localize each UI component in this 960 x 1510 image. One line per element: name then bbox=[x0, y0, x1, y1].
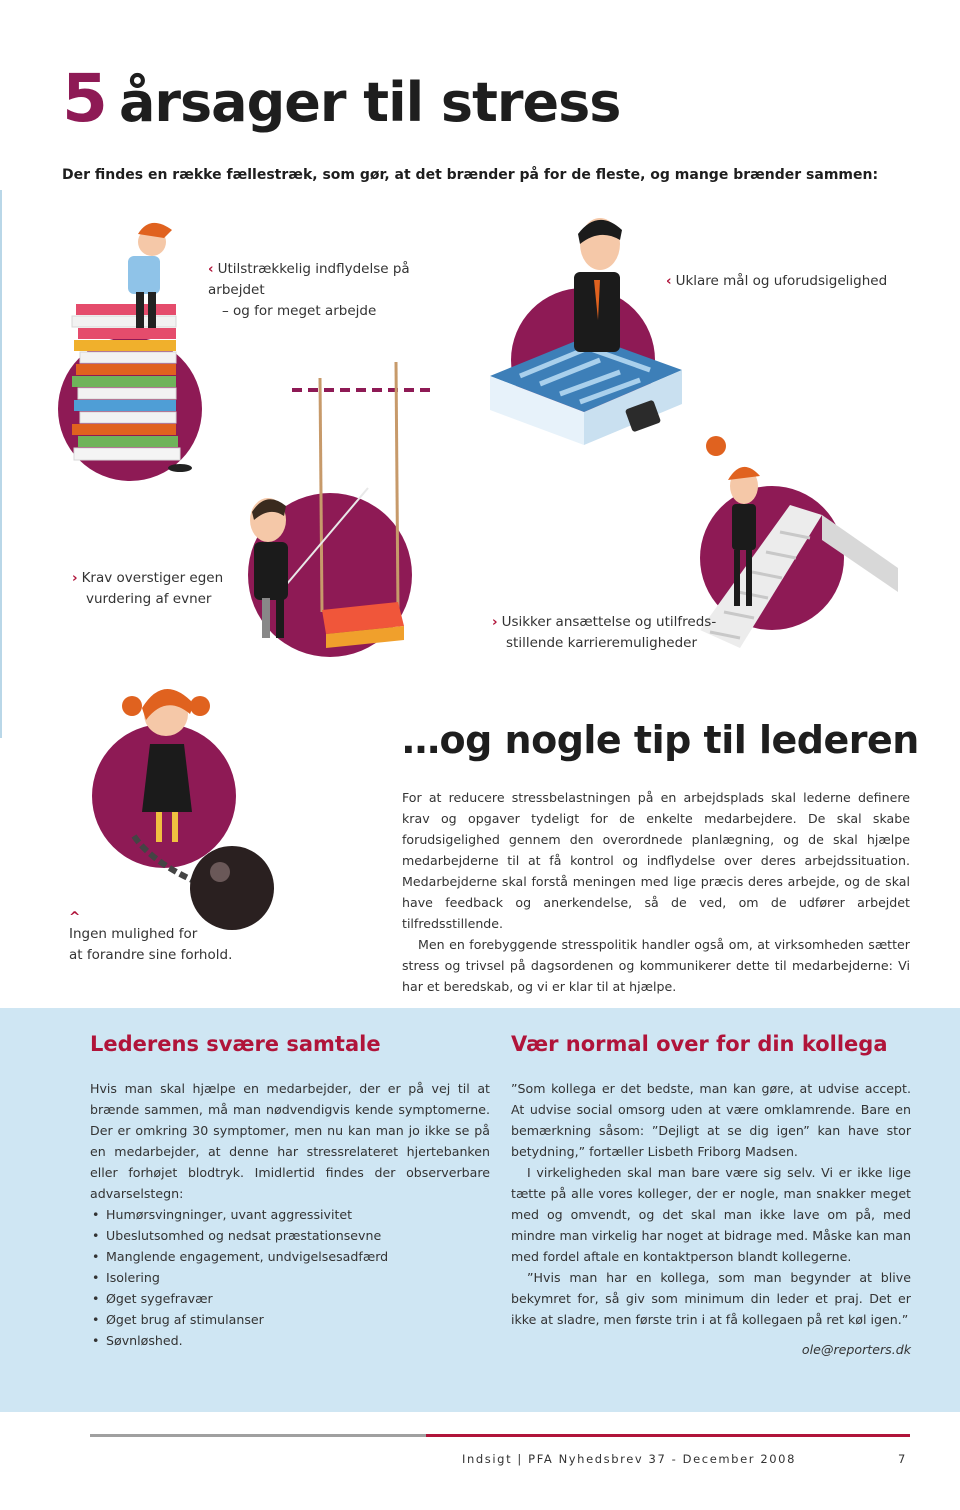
page-subtitle: Der findes en række fællestræk, som gør, at det brænder på for de fleste, og mange brænder sammen: bbox=[62, 167, 879, 183]
author-email[interactable]: ole@reporters.dk bbox=[801, 1342, 911, 1357]
footer-publication: Indsigt | PFA Nyhedsbrev 37 - December 2008 bbox=[462, 1452, 797, 1466]
list-item: • Øget brug af stimulanser bbox=[90, 1309, 490, 1330]
cause-caption-5 bbox=[69, 910, 249, 966]
cause-caption-4 bbox=[492, 612, 732, 654]
list-item: • Søvnløshed. bbox=[90, 1330, 490, 1351]
left-column-intro: Hvis man skal hjælpe en medarbejder, der er på vej til at brænde sammen, må man nødvendigvis kende symptomerne. Der er omkring 30 symptomer, men nu kan man jo ikke se på en medarbejder, at denne har stressrelateret hjertebanken eller forhøjet blodtryk. Imidlertid findes der observerbare advarselstegn: bbox=[90, 1081, 490, 1201]
swing-illustration bbox=[248, 362, 430, 657]
list-item: • Øget sygefravær bbox=[90, 1288, 490, 1309]
right-column-text bbox=[511, 1078, 911, 1330]
tips-body bbox=[402, 787, 910, 997]
info-panel bbox=[0, 1008, 960, 1412]
list-item: • Manglende engagement, undvigelsesadfærd bbox=[90, 1246, 490, 1267]
list-item: • Ubeslutsomhed og nedsat præstationsevne bbox=[90, 1225, 490, 1246]
right-column-paragraph-1: ”Som kollega er det bedste, man kan gøre, at udvise accept. At udvise social omsorg uden at være omklamrende. Bare en bemærkning såsom: ”Dejligt at se dig igen” kan have stor betydning,” fortæller Lisbeth Friborg Madsen. bbox=[511, 1081, 911, 1159]
chevron-up-icon: ^ bbox=[69, 909, 81, 925]
chevron-left-icon: ‹ bbox=[208, 261, 214, 277]
left-column bbox=[90, 1032, 490, 1351]
cause-4-line2: stillende karrieremuligheder bbox=[506, 635, 698, 651]
list-item: • Isolering bbox=[90, 1267, 490, 1288]
cause-3-line1: Krav overstiger egen bbox=[81, 570, 224, 586]
page-title bbox=[62, 60, 621, 137]
warning-signs-list bbox=[90, 1204, 490, 1351]
cause-1-line1: Utilstrækkelig indflydelse på arbejdet bbox=[208, 261, 410, 298]
cause-1-line2: – og for meget arbejde bbox=[222, 303, 377, 319]
cause-caption-1 bbox=[208, 259, 468, 322]
tips-paragraph-1: For at reducere stressbelastningen på en arbejdsplads skal lederne definere krav og opgaver tydeligt for de enkelte medarbejdere. De skal skabe forudsigelighed gennem den overordnede planlægning, og de skal hjælpe medarbejderne til at få kontrol og indflydelse over deres arbejdssituation. Medarbejderne skal forstå meningen med lige præcis deres arbejde, og de skal have feedback og anerkendelse, så de ved, om de udfører arbejdet tilfredsstillende. bbox=[402, 790, 910, 931]
right-column-heading: Vær normal over for din kollega bbox=[511, 1032, 888, 1056]
footer-rule-grey bbox=[90, 1434, 426, 1437]
cause-5-line1: Ingen mulighed for bbox=[69, 926, 198, 942]
cause-2-line1: Uklare mål og uforudsigelighed bbox=[675, 273, 888, 289]
list-item: • Humørsvingninger, uvant aggressivitet bbox=[90, 1204, 490, 1225]
footer-rule-red bbox=[426, 1434, 910, 1437]
left-column-text bbox=[90, 1078, 490, 1351]
tips-heading: …og nogle tip til lederen bbox=[402, 718, 919, 762]
chevron-right-icon: › bbox=[492, 614, 498, 630]
chevron-left-icon: ‹ bbox=[666, 273, 672, 289]
right-column bbox=[511, 1032, 911, 1357]
cause-caption-3 bbox=[72, 568, 232, 610]
cause-caption-2 bbox=[666, 271, 906, 292]
ball-and-chain-illustration bbox=[92, 689, 274, 930]
right-column-paragraph-2: I virkeligheden skal man bare være sig selv. Vi er ikke lige tætte på alle vores kolleger, der er nogle, man snakker meget med og omvendt, og det skal man ikke lave om på, med mindre man virkelig har noget at bidrage med. Måske kan man med fordel aftale en kontaktperson blandt kollegerne. bbox=[511, 1165, 911, 1264]
maze-illustration bbox=[490, 218, 682, 445]
title-number: 5 bbox=[62, 60, 107, 137]
left-column-heading: Lederens svære samtale bbox=[90, 1032, 381, 1056]
title-text: årsager til stress bbox=[118, 71, 621, 134]
cause-4-line1: Usikker ansættelse og utilfreds- bbox=[501, 614, 717, 630]
chevron-right-icon: › bbox=[72, 570, 78, 586]
paper-stack-illustration bbox=[58, 223, 202, 481]
cause-3-line2: vurdering af evner bbox=[86, 591, 212, 607]
tips-paragraph-2: Men en forebyggende stresspolitik handler også om, at virksomheden sætter stress og trivsel på dagsordenen og kommunikerer dette til medarbejderne: Vi har et beredskab, og vi er klar til at hjælpe. bbox=[402, 937, 910, 994]
page-number: 7 bbox=[898, 1452, 906, 1466]
right-column-paragraph-3: ”Hvis man har en kollega, som man begynder at blive bekymret for, så giv som minimum din leder et praj. Det er ikke at sladre, men første trin i at få kollegaen på ret køl igen.” bbox=[511, 1270, 911, 1327]
cause-5-line2: at forandre sine forhold. bbox=[69, 947, 233, 963]
